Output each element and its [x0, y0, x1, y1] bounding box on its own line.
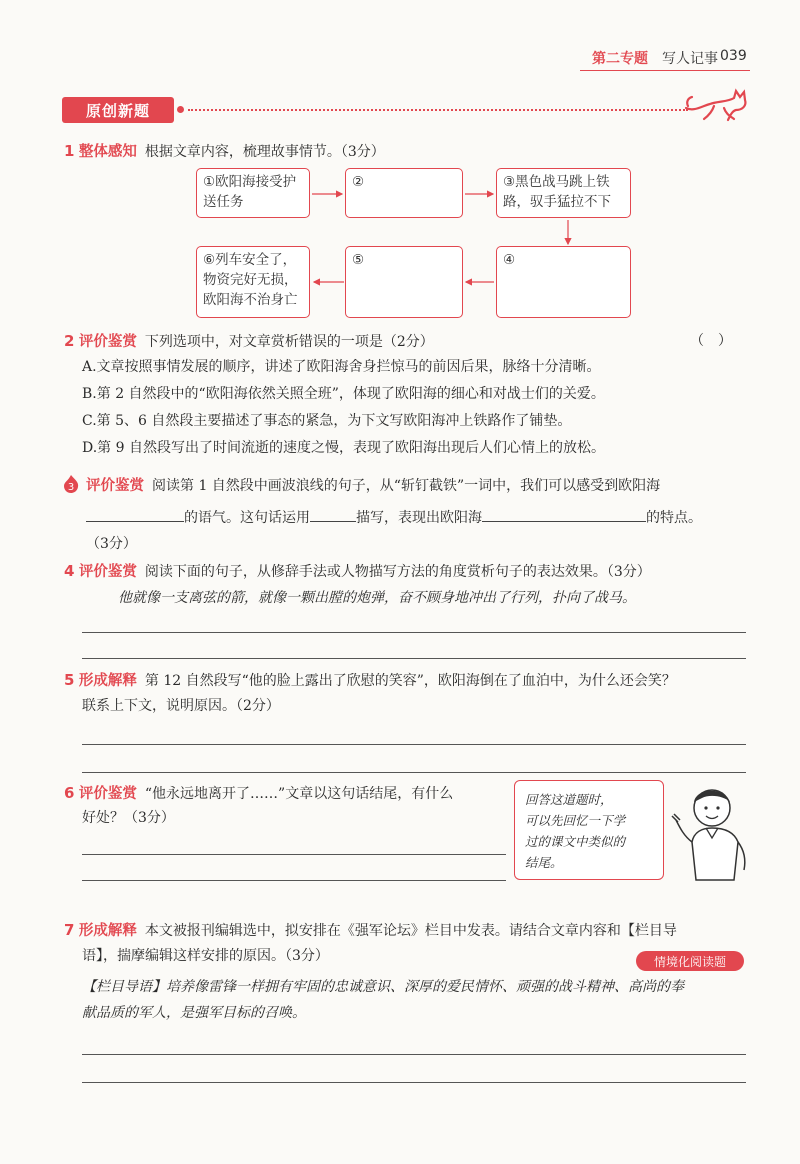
question-4: 4 评价鉴赏 阅读下面的句子，从修辞手法或人物描写方法的角度赏析句子的表达效果。（3分） [64, 562, 651, 580]
question-5-line2: 联系上下文，说明原因。（2分） [82, 698, 280, 714]
hint-box: 回答这道题时， 可以先回忆一下学 过的课文中类似的 结尾。 [514, 780, 664, 880]
flow-box-5[interactable]: ⑤ [345, 246, 463, 318]
question-7-line2: 语】，揣摩编辑这样安排的原因。（3分） [82, 948, 329, 964]
header-chapter: 第二专题 [592, 51, 648, 67]
blank-tone[interactable] [86, 506, 184, 522]
header-title: 写人记事 [662, 51, 718, 67]
question-3: 评价鉴赏 阅读第 1 自然段中画波浪线的句子，从“斩钉截铁”一词中，我们可以感受到欧阳海 [86, 478, 661, 494]
flow-box-6: ⑥列车安全了，物资完好无损，欧阳海不治身亡 [196, 246, 310, 318]
answer-line[interactable] [82, 772, 746, 773]
answer-line[interactable] [82, 880, 506, 881]
option-a: A.文章按照事情发展的顺序，讲述了欧阳海舍身拦惊马的前因后果，脉络十分清晰。 [82, 359, 601, 375]
question-5: 5 形成解释 第 12 自然段写“他的脸上露出了欣慰的笑容”，欧阳海倒在了血泊中，为什么还会笑？ [64, 671, 676, 689]
answer-line[interactable] [82, 744, 746, 745]
question-3-score: （3分） [86, 536, 137, 552]
answer-line[interactable] [82, 632, 746, 633]
answer-line[interactable] [82, 1082, 746, 1083]
option-d: D.第 9 自然段写出了时间流逝的速度之慢，表现了欧阳海出现后人们心情上的放松。 [82, 440, 605, 456]
question-3-blanks: 的语气。这句话运用 描写，表现出欧阳海 的特点。 [86, 506, 702, 528]
column-guide-line2: 献品质的军人，是强军目标的召唤。 [82, 1005, 306, 1021]
flow-box-4[interactable]: ④ [496, 246, 631, 318]
answer-line[interactable] [82, 854, 506, 855]
question-7: 7 形成解释 本文被报刊编辑选中，拟安排在《强军论坛》栏目中发表。请结合文章内容和【栏目导 [64, 921, 677, 939]
option-b: B.第 2 自然段中的“欧阳海依然关照全班”，体现了欧阳海的细心和对战士们的关爱。 [82, 386, 605, 402]
cat-illustration-icon [684, 86, 750, 124]
blank-trait[interactable] [482, 506, 646, 522]
answer-line[interactable] [82, 1054, 746, 1055]
blank-method[interactable] [310, 506, 356, 522]
answer-line[interactable] [82, 658, 746, 659]
page-number: 039 [720, 48, 747, 64]
option-c: C.第 5、6 自然段主要描述了事态的紧急，为下文写欧阳海冲上铁路作了铺垫。 [82, 413, 572, 429]
answer-bracket[interactable]: （ ） [690, 333, 732, 349]
student-illustration-icon [662, 780, 754, 890]
banner-dot [177, 106, 184, 113]
question-6: 6 评价鉴赏 “他永远地离开了……”文章以这句话结尾，有什么 [64, 784, 454, 802]
header-rule [580, 70, 750, 71]
quoted-sentence: 他就像一支离弦的箭，就像一颗出膛的炮弹，奋不顾身地冲出了行列，扑向了战马。 [118, 590, 636, 606]
flow-box-1: ①欧阳海接受护送任务 [196, 168, 310, 218]
situational-reading-tag: 情境化阅读题 [636, 951, 744, 971]
question-6-line2: 好处？（3分） [82, 810, 175, 826]
section-banner: 原创新题 [62, 97, 174, 123]
question-1: 1 整体感知 根据文章内容，梳理故事情节。（3分） [64, 142, 385, 160]
banner-dotted-line [188, 109, 688, 111]
flow-box-3: ③黑色战马跳上铁路，驭手猛拉不下 [496, 168, 631, 218]
flow-arrows [300, 170, 640, 320]
column-guide-line1: 【栏目导语】培养像雷锋一样拥有牢固的忠诚意识、深厚的爱民情怀、顽强的战斗精神、高尚的奉 [82, 979, 684, 995]
question-2: 2 评价鉴赏 下列选项中，对文章赏析错误的一项是（2分） [64, 332, 434, 350]
q3-number: 3 [67, 482, 75, 493]
flame-icon [62, 474, 80, 494]
flow-box-2[interactable]: ② [345, 168, 463, 218]
